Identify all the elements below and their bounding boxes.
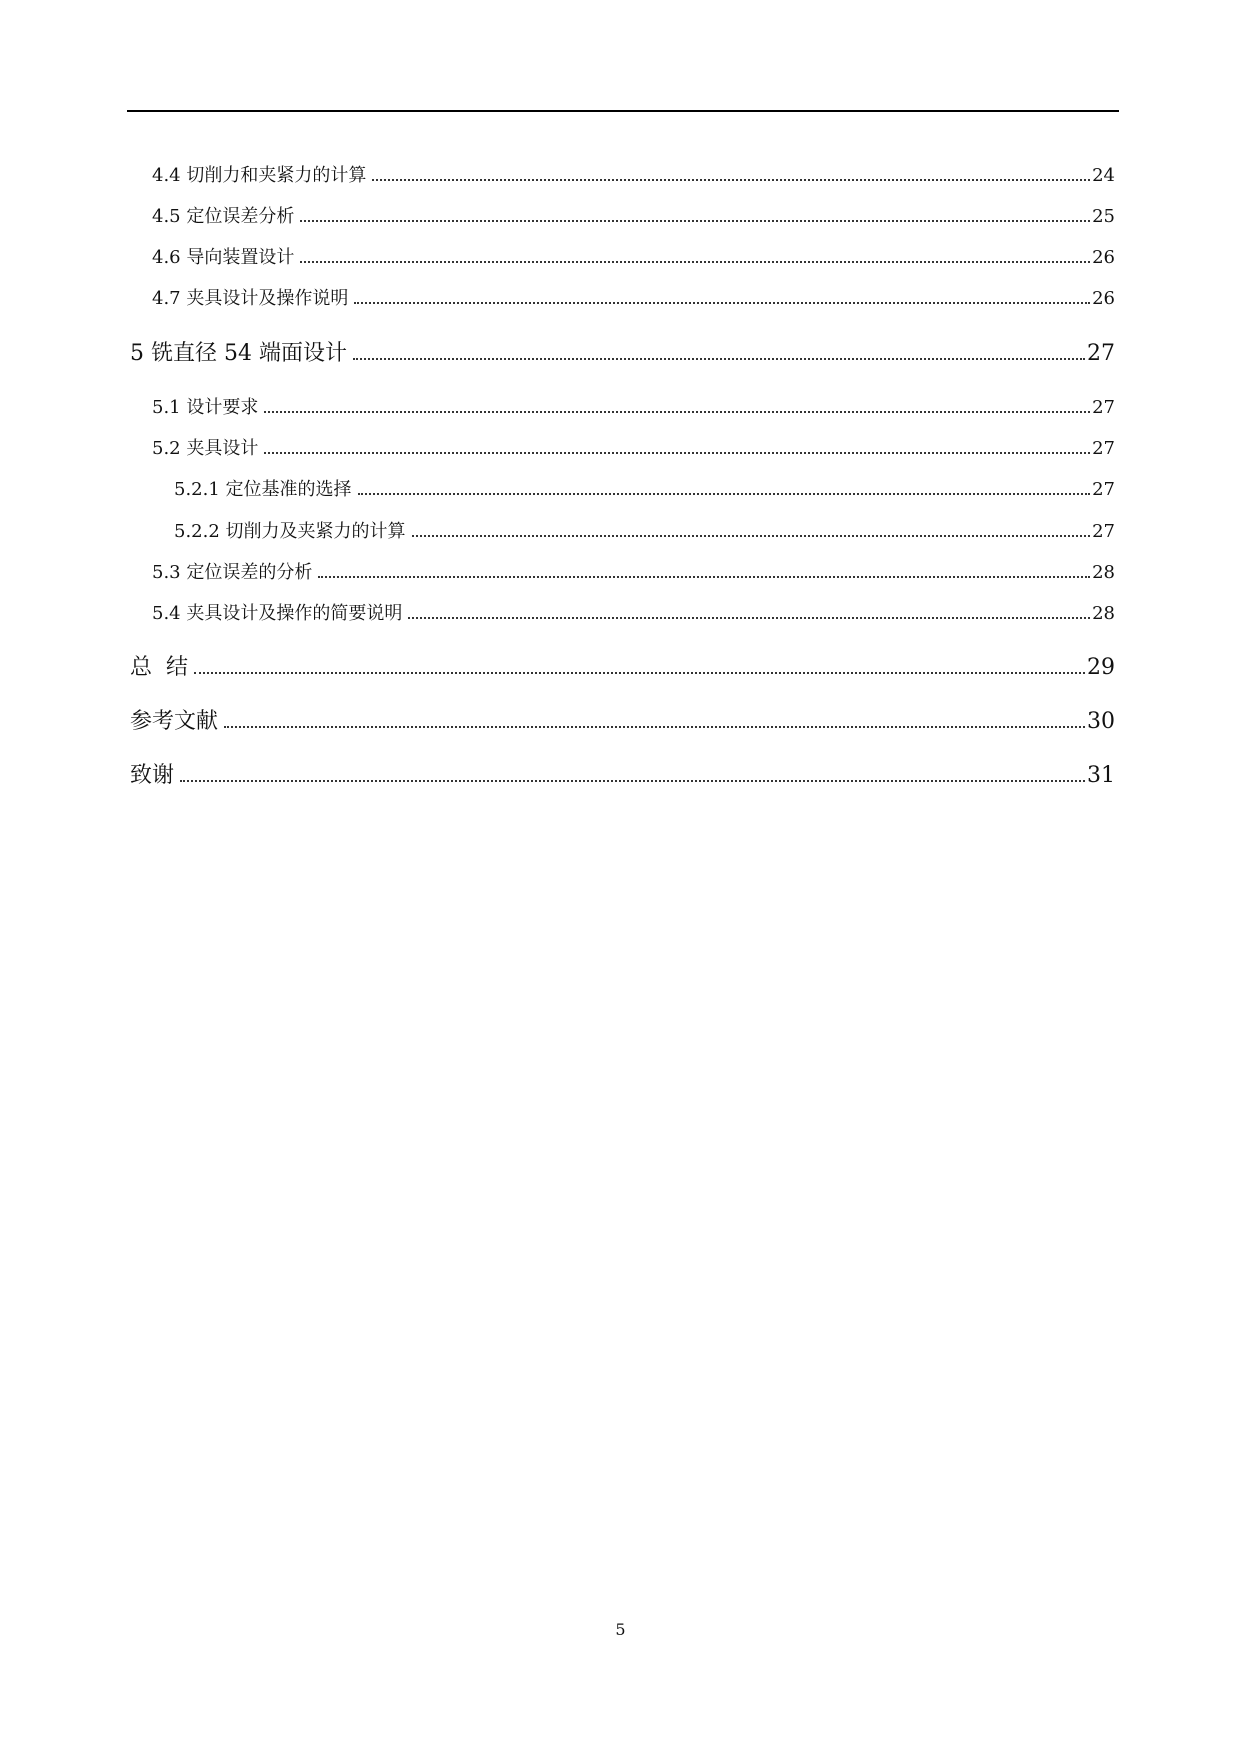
toc-entry-references[interactable] [130, 704, 1115, 735]
dot-leader [354, 302, 1090, 304]
toc-entry-title: 5.3 定位误差的分析 [152, 562, 313, 583]
toc-entry-page: 27 [1087, 341, 1115, 366]
dot-leader [372, 179, 1090, 181]
dot-leader [412, 535, 1091, 537]
toc-entry-acknowledgements[interactable] [130, 758, 1115, 789]
toc-entry-title: 5.2.2 切削力及夹紧力的计算 [174, 521, 406, 542]
dot-leader [264, 411, 1090, 413]
toc-entry-page: 26 [1092, 247, 1115, 268]
dot-leader [180, 780, 1085, 782]
toc-entry-page: 27 [1092, 438, 1115, 459]
toc-entry-page: 27 [1092, 521, 1115, 542]
toc-entry-4-7[interactable] [152, 284, 1115, 310]
toc-entry-5-2[interactable] [152, 434, 1115, 460]
toc-entry-title: 4.4 切削力和夹紧力的计算 [152, 165, 367, 186]
dot-leader [224, 726, 1085, 728]
toc-entry-4-4[interactable] [152, 161, 1115, 187]
toc-entry-page: 28 [1092, 562, 1115, 583]
dot-leader [318, 576, 1090, 578]
dot-leader [264, 452, 1090, 454]
toc-entry-page: 24 [1092, 165, 1115, 186]
toc-entry-4-5[interactable] [152, 202, 1115, 228]
toc-entry-title: 5.1 设计要求 [152, 397, 259, 418]
toc-entry-5-1[interactable] [152, 393, 1115, 419]
toc-entry-summary[interactable] [130, 650, 1115, 681]
toc-entry-page: 25 [1092, 206, 1115, 227]
toc-entry-page: 26 [1092, 288, 1115, 309]
toc-entry-4-6[interactable] [152, 243, 1115, 269]
dot-leader [194, 672, 1085, 674]
dot-leader [300, 220, 1090, 222]
page-number: 5 [615, 1620, 626, 1639]
toc-entry-page: 31 [1087, 763, 1115, 788]
toc-entry-5-3[interactable] [152, 558, 1115, 584]
toc-entry-title: 4.7 夹具设计及操作说明 [152, 288, 349, 309]
toc-entry-title: 总 结 [130, 655, 188, 680]
toc-entry-title: 4.5 定位误差分析 [152, 206, 295, 227]
toc-entry-page: 27 [1092, 397, 1115, 418]
toc-entry-title: 5.2.1 定位基准的选择 [174, 479, 352, 500]
dot-leader [408, 617, 1090, 619]
toc-entry-5-4[interactable] [152, 599, 1115, 625]
toc-entry-title: 致谢 [130, 763, 175, 788]
toc-entry-title: 5 铣直径 54 端面设计 [130, 341, 347, 366]
dot-leader [353, 358, 1085, 360]
toc-entry-5-2-2[interactable] [174, 517, 1115, 543]
toc-entry-page: 27 [1092, 479, 1115, 500]
toc-entry-title: 4.6 导向装置设计 [152, 247, 295, 268]
toc-entry-page: 28 [1092, 603, 1115, 624]
toc-entry-title: 5.4 夹具设计及操作的简要说明 [152, 603, 403, 624]
toc-entry-page: 29 [1087, 655, 1115, 680]
toc-entry-title: 5.2 夹具设计 [152, 438, 259, 459]
dot-leader [300, 261, 1090, 263]
toc-entry-5-2-1[interactable] [174, 475, 1115, 501]
dot-leader [358, 493, 1091, 495]
toc-entry-page: 30 [1087, 709, 1115, 734]
toc-entry-title: 参考文献 [130, 709, 219, 734]
toc-entry-5[interactable] [130, 336, 1115, 367]
